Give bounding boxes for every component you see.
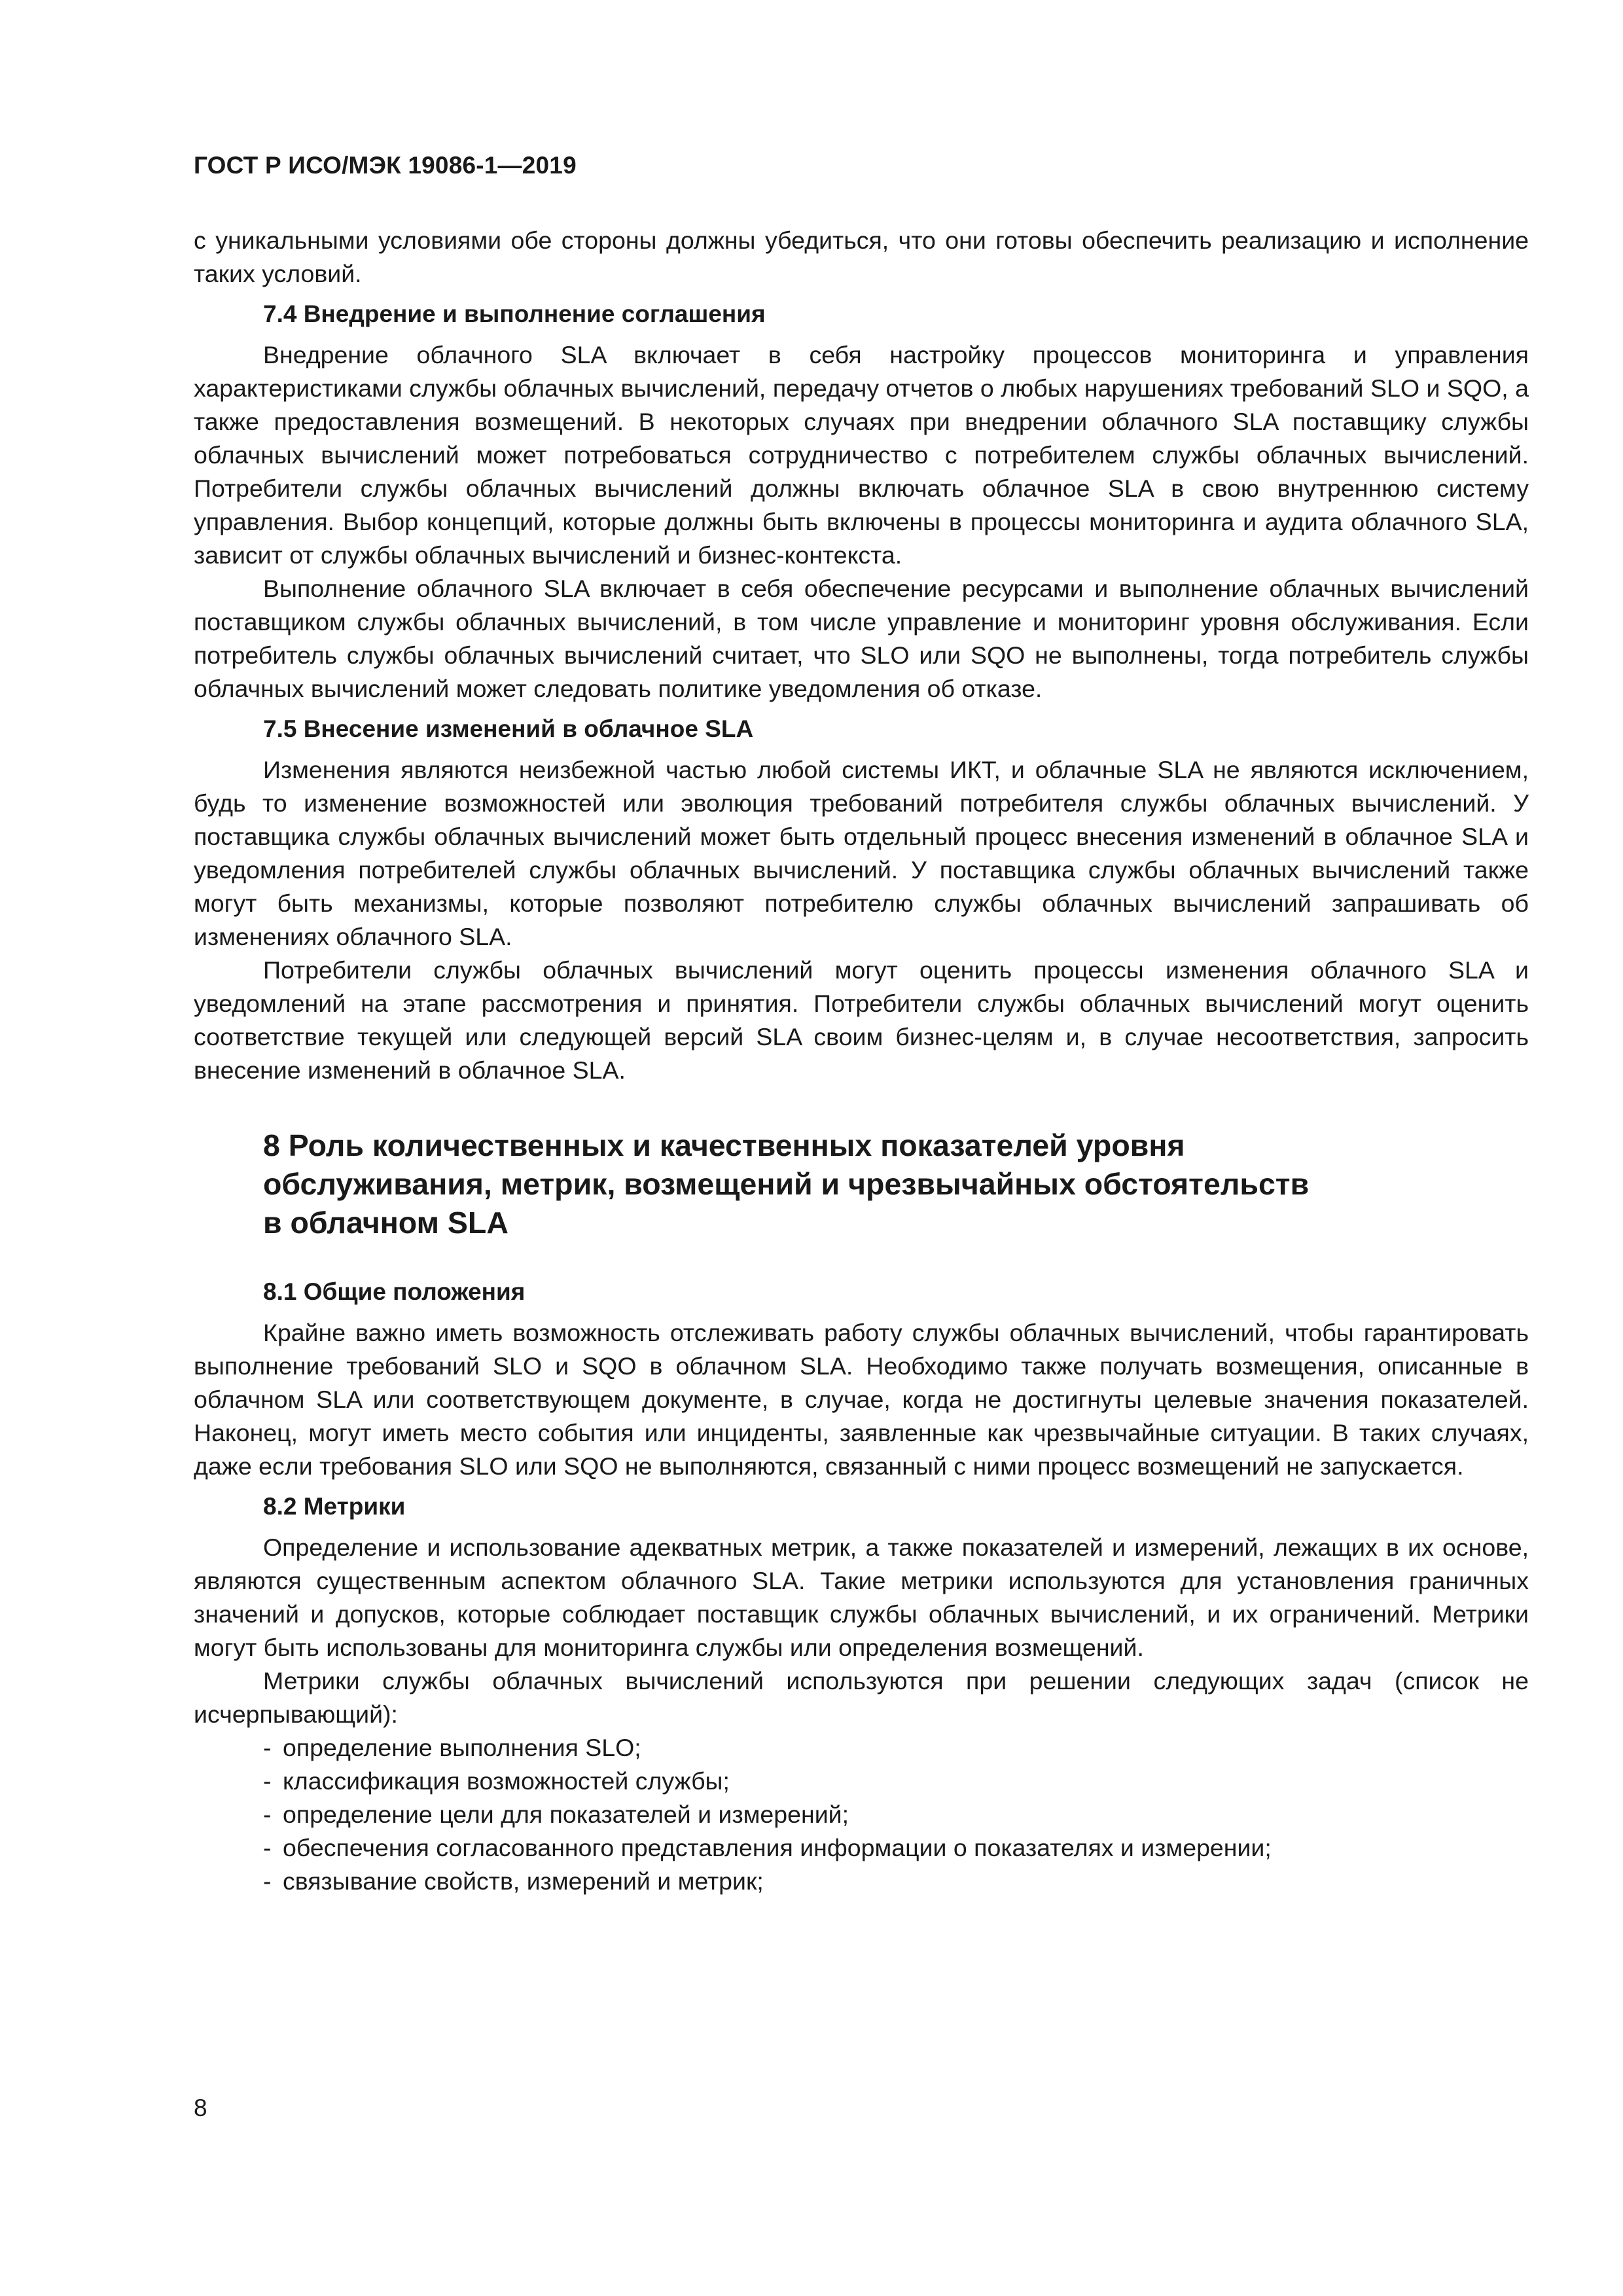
- section-8-heading-line-1: 8 Роль количественных и качественных показателей уровня: [263, 1128, 1185, 1162]
- list-dash: -: [263, 1834, 272, 1861]
- section-8-1-paragraph-1: Крайне важно иметь возможность отслеживать работу службы облачных вычислений, чтобы гарантировать выполнение требований SLO и SQO в облачном SLA. Необходимо также получать возмещения, описанные в облачном SLA или соответствующем документе, в случае, когда не достигнуты целевые значения показателей. Наконец, могут иметь место события или инциденты, заявленные как чрезвычайные ситуации. В таких случаях, даже если требования SLO или SQO не выполняются, связанный с ними процесс возмещений не запускается.: [194, 1319, 1529, 1480]
- list-item: - классификация возможностей службы;: [263, 1765, 1529, 1798]
- section-7-5-paragraph-2: Потребители службы облачных вычислений могут оценить процессы изменения облачного SLA и уведомлений на этапе рассмотрения и принятия. Потребители службы облачных вычислений могут оценить соответствие текущей или следующей версий SLA своим бизнес-целям и, в случае несоответствия, запросить внесение изменений в облачное SLA.: [194, 956, 1529, 1084]
- section-7-5-heading: 7.5 Внесение изменений в облачное SLA: [263, 715, 754, 742]
- document-header: ГОСТ Р ИСО/МЭК 19086-1—2019: [194, 152, 577, 179]
- list-item: - определение выполнения SLO;: [263, 1731, 1529, 1765]
- list-dash: -: [263, 1767, 272, 1795]
- section-8-heading: [194, 1126, 1529, 1242]
- list-item: - обеспечения согласованного представления информации о показателях и измерении;: [263, 1831, 1529, 1865]
- list-dash: -: [263, 1867, 272, 1895]
- section-8-heading-line-2: обслуживания, метрик, возмещений и чрезвычайных обстоятельств: [263, 1167, 1310, 1201]
- section-8-2-paragraph-1: Определение и использование адекватных метрик, а также показателей и измерений, лежащих в их основе, являются существенным аспектом облачного SLA. Такие метрики используются для установления граничных значений и допусков, которые соблюдает поставщик службы облачных вычислений, и их ограничений. Метрики могут быть использованы для мониторинга службы или определения возмещений.: [194, 1534, 1529, 1661]
- section-8-heading-line-3: в облачном SLA: [263, 1206, 508, 1240]
- section-8-1-heading: 8.1 Общие положения: [263, 1278, 526, 1305]
- section-8-2-paragraph-2: Метрики службы облачных вычислений используются при решении следующих задач (список не исчерпывающий):: [194, 1667, 1529, 1728]
- section-7-4-heading: 7.4 Внедрение и выполнение соглашения: [263, 300, 766, 327]
- list-item: - связывание свойств, измерений и метрик;: [263, 1865, 1529, 1898]
- list-dash: -: [263, 1801, 272, 1828]
- metrics-task-list: [194, 1731, 1529, 1898]
- section-7-5-paragraph-1: Изменения являются неизбежной частью любой системы ИКТ, и облачные SLA не являются исключением, будь то изменение возможностей или эволюция требований потребителя службы облачных вычислений. У поставщика службы облачных вычислений может быть отдельный процесс внесения изменений в облачное SLA и уведомления потребителей службы облачных вычислений. У поставщика службы облачных вычислений также могут быть механизмы, которые позволяют потребителю службы облачных вычислений запрашивать об изменениях облачного SLA.: [194, 756, 1529, 950]
- section-7-4-paragraph-1: Внедрение облачного SLA включает в себя настройку процессов мониторинга и управления характеристиками службы облачных вычислений, передачу отчетов о любых нарушениях требований SLO и SQO, а также предоставления возмещений. В некоторых случаях при внедрении облачного SLA поставщику службы облачных вычислений может потребоваться сотрудничество с потребителем службы облачных вычислений. Потребители службы облачных вычислений должны включать облачное SLA в свою внутреннюю систему управления. Выбор концепций, которые должны быть включены в процессы мониторинга и аудита облачного SLA, зависит от службы облачных вычислений и бизнес-контекста.: [194, 341, 1529, 569]
- page-number: 8: [194, 2094, 207, 2121]
- list-item: - определение цели для показателей и измерений;: [263, 1798, 1529, 1831]
- page-content: [194, 224, 1529, 1898]
- section-8-2-heading: 8.2 Метрики: [263, 1493, 406, 1520]
- section-7-4-paragraph-2: Выполнение облачного SLA включает в себя обеспечение ресурсами и выполнение облачных вычислений поставщиком службы облачных вычислений, в том числе управление и мониторинг уровня обслуживания. Если потребитель службы облачных вычислений считает, что SLO или SQO не выполнены, тогда потребитель службы облачных вычислений может следовать политике уведомления об отказе.: [194, 575, 1529, 702]
- list-dash: -: [263, 1734, 272, 1761]
- continuation-paragraph: с уникальными условиями обе стороны должны убедиться, что они готовы обеспечить реализацию и исполнение таких условий.: [194, 226, 1529, 287]
